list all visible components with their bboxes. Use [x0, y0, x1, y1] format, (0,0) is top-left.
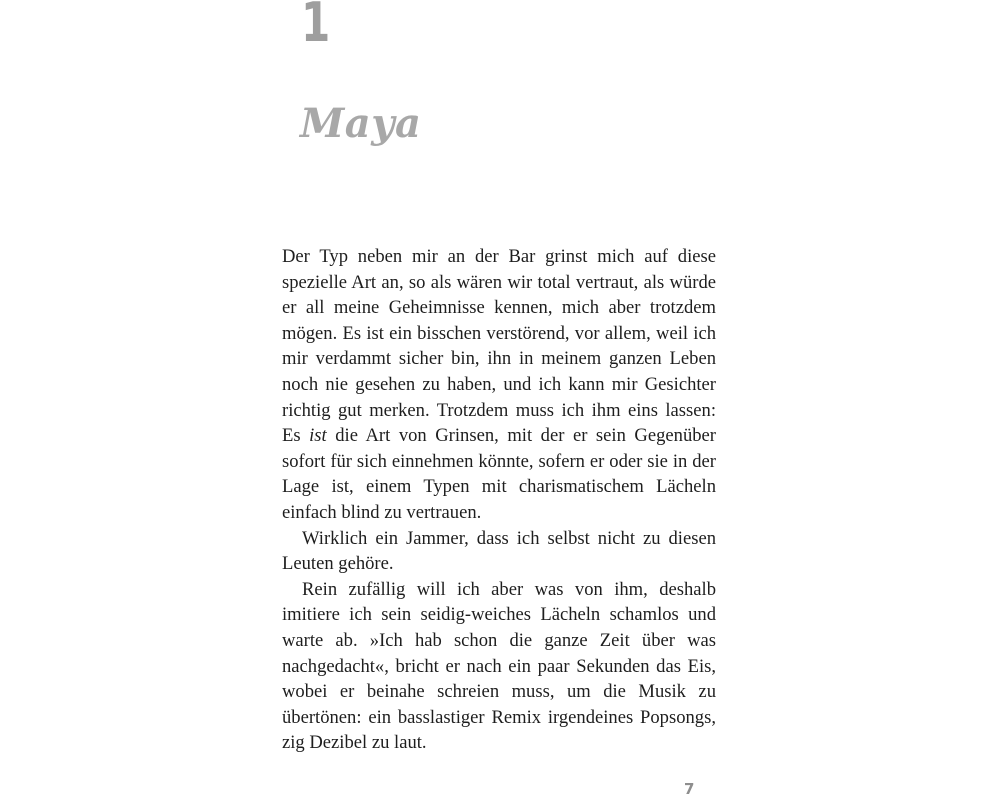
- paragraph-3: Rein zufällig will ich aber was von ihm, deshalb imitiere ich sein seidig-weiches Lächeln schamlos und warte ab. »Ich hab schon die ganze Zeit über was nachgedacht«, bricht er nach ein paar Sekunden das Eis, wobei er beinahe schreien muss, um die Musik zu übertönen: ein basslastiger Remix irgendeines Popsongs, zig Dezibel zu laut.: [282, 578, 716, 754]
- emphasis-word: ist: [309, 425, 327, 447]
- chapter-number: 1: [301, 0, 331, 54]
- body-text: [282, 244, 716, 756]
- paragraph-1-part-1: Der Typ neben mir an der Bar grinst mich auf diese spezielle Art an, so als wären wir total vertraut, als würde er all meine Geheimnisse kennen, mich aber trotzdem mögen. Es ist ein bisschen verstörend, vor allem, weil ich mir verdammt sicher bin, ihn in meinem ganzen Leben noch nie gesehen zu haben, und ich kann mir Gesichter richtig gut merken. Trotzdem muss ich ihm eins lassen: Es: [282, 246, 716, 447]
- paragraph-1-part-2: die Art von Grinsen, mit der er sein Gegenüber sofort für sich einnehmen könnte, sofern er oder sie in der Lage ist, einem Typen mit charismatischem Lächeln einfach blind zu vertrauen.: [282, 425, 716, 523]
- chapter-title: Maya: [300, 100, 422, 147]
- paragraph-2: Wirklich ein Jammer, dass ich selbst nicht zu diesen Leuten gehöre.: [282, 527, 716, 575]
- paragraph-1: [282, 244, 716, 526]
- page-number: 7: [684, 780, 695, 798]
